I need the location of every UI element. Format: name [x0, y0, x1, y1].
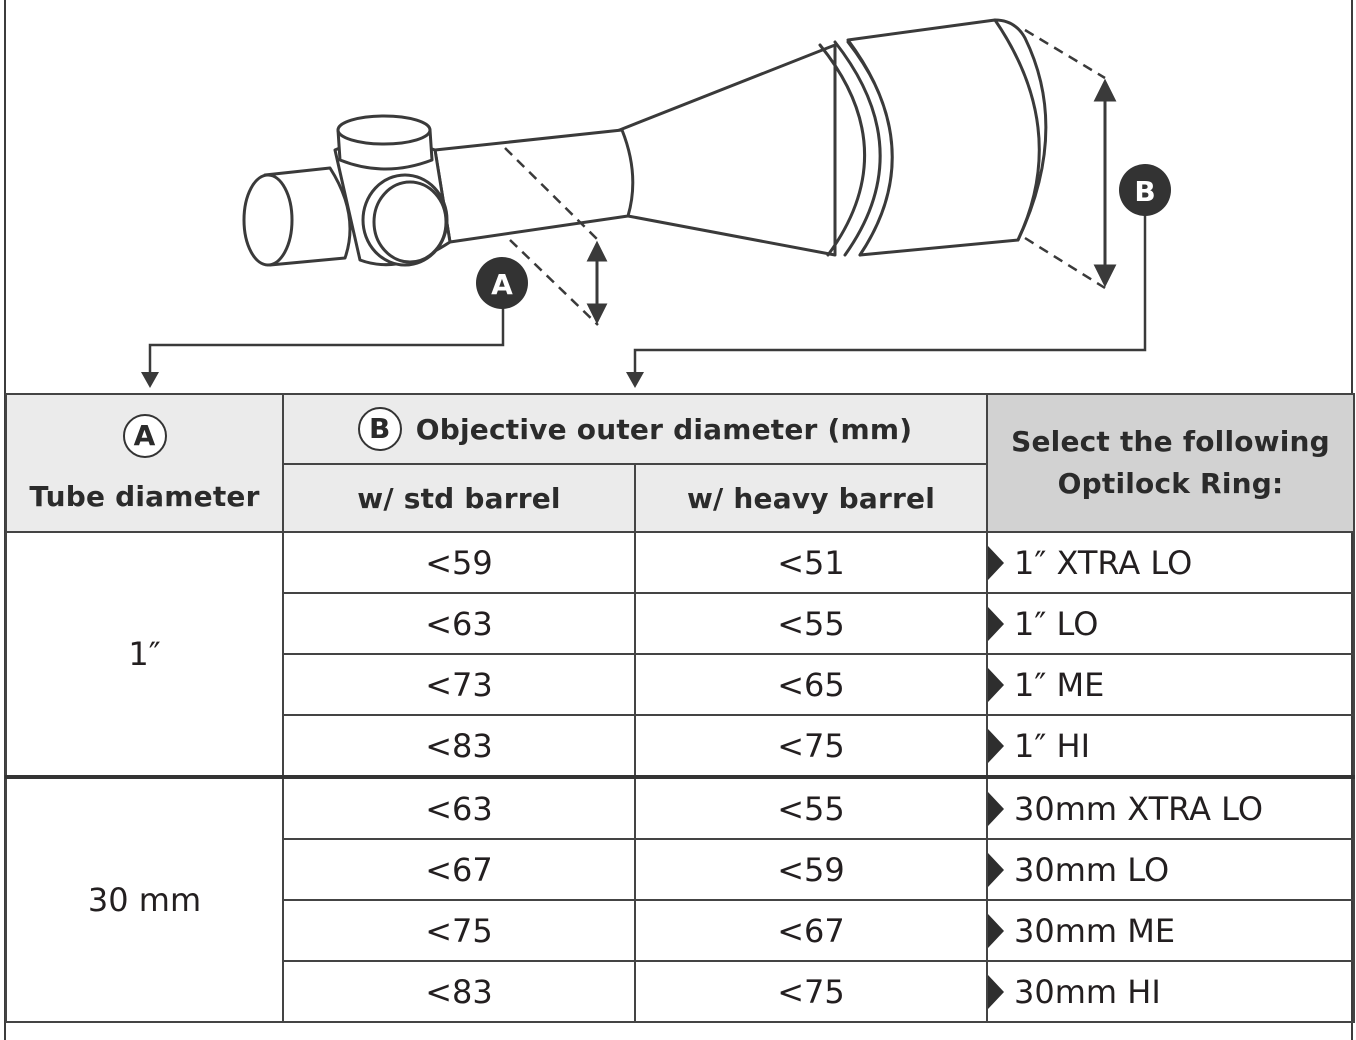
heavy-barrel-cell: <55: [635, 777, 987, 839]
objective-arrow-up: [1096, 82, 1114, 100]
scope-diagram: [0, 0, 1356, 395]
objective-arrow-down: [1096, 266, 1114, 284]
objective-marker: B: [358, 407, 402, 451]
objective-dash-bottom: [1025, 238, 1105, 288]
triangle-marker-icon: [988, 975, 1004, 1009]
top-turret-cap: [338, 116, 430, 144]
objective-front: [848, 20, 1039, 255]
triangle-marker-icon: [988, 853, 1004, 887]
tube-diameter-cell: 1″: [6, 532, 283, 777]
main-tube: [435, 130, 633, 242]
ring-cell: [987, 654, 1354, 715]
tube-diameter-cell: 30 mm: [6, 777, 283, 1022]
tube-marker: A: [123, 414, 167, 458]
objective-diameter-label: Objective outer diameter (mm): [415, 412, 913, 446]
heavy-barrel-cell: <55: [635, 593, 987, 654]
std-barrel-header: w/ std barrel: [283, 464, 635, 532]
ring-header-line1: Select the following: [1011, 425, 1330, 458]
heavy-barrel-cell: <75: [635, 715, 987, 777]
ring-name: 1″ ME: [1014, 665, 1105, 704]
ring-name: 30mm XTRA LO: [1014, 789, 1264, 828]
triangle-marker-icon: [988, 792, 1004, 826]
leader-a-arrow: [141, 372, 159, 388]
ring-cell: [987, 532, 1354, 593]
ring-cell: [987, 961, 1354, 1022]
ring-cell: [987, 777, 1354, 839]
std-barrel-cell: <63: [283, 593, 635, 654]
marker-b: [1119, 164, 1171, 216]
leader-a: [150, 300, 503, 378]
objective-diameter-header: [283, 394, 987, 464]
ring-cell: [987, 839, 1354, 900]
ring-name: 30mm LO: [1014, 850, 1170, 889]
std-barrel-cell: <83: [283, 715, 635, 777]
table-row: [6, 777, 1354, 839]
heavy-barrel-header: w/ heavy barrel: [635, 464, 987, 532]
std-barrel-cell: <59: [283, 532, 635, 593]
std-barrel-cell: <75: [283, 900, 635, 961]
triangle-marker-icon: [988, 607, 1004, 641]
std-barrel-cell: <83: [283, 961, 635, 1022]
heavy-barrel-cell: <51: [635, 532, 987, 593]
ring-cell: [987, 715, 1354, 777]
tube-arrow-down: [589, 305, 605, 321]
std-barrel-cell: <63: [283, 777, 635, 839]
marker-a-label: A: [491, 268, 513, 301]
tube-diameter-label: Tube diameter: [29, 479, 260, 513]
side-turret-cap: [374, 182, 446, 262]
marker-a: [476, 257, 528, 309]
ring-name: 30mm ME: [1014, 911, 1176, 950]
std-barrel-cell: <67: [283, 839, 635, 900]
heavy-barrel-cell: <67: [635, 900, 987, 961]
heavy-barrel-cell: <75: [635, 961, 987, 1022]
ring-name: 1″ LO: [1014, 604, 1099, 643]
ring-name: 30mm HI: [1014, 972, 1161, 1011]
triangle-marker-icon: [988, 729, 1004, 763]
std-barrel-cell: <73: [283, 654, 635, 715]
ring-name: 1″ HI: [1014, 726, 1090, 765]
eyepiece-lens: [244, 175, 292, 265]
ring-cell: [987, 593, 1354, 654]
heavy-barrel-cell: <59: [635, 839, 987, 900]
ring-name: 1″ XTRA LO: [1014, 543, 1193, 582]
heavy-barrel-cell: <65: [635, 654, 987, 715]
ring-cell: [987, 900, 1354, 961]
triangle-marker-icon: [988, 546, 1004, 580]
tube-arrow-up: [589, 244, 605, 260]
optilock-ring-table: [5, 393, 1355, 1023]
ring-header-line2: Optilock Ring:: [1057, 467, 1284, 500]
marker-b-label: B: [1134, 175, 1156, 208]
triangle-marker-icon: [988, 914, 1004, 948]
ring-header: [987, 394, 1354, 532]
tube-diameter-header: [6, 394, 283, 532]
triangle-marker-icon: [988, 668, 1004, 702]
table-row: [6, 532, 1354, 593]
objective-bell: [612, 45, 835, 255]
leader-b-arrow: [626, 372, 644, 388]
